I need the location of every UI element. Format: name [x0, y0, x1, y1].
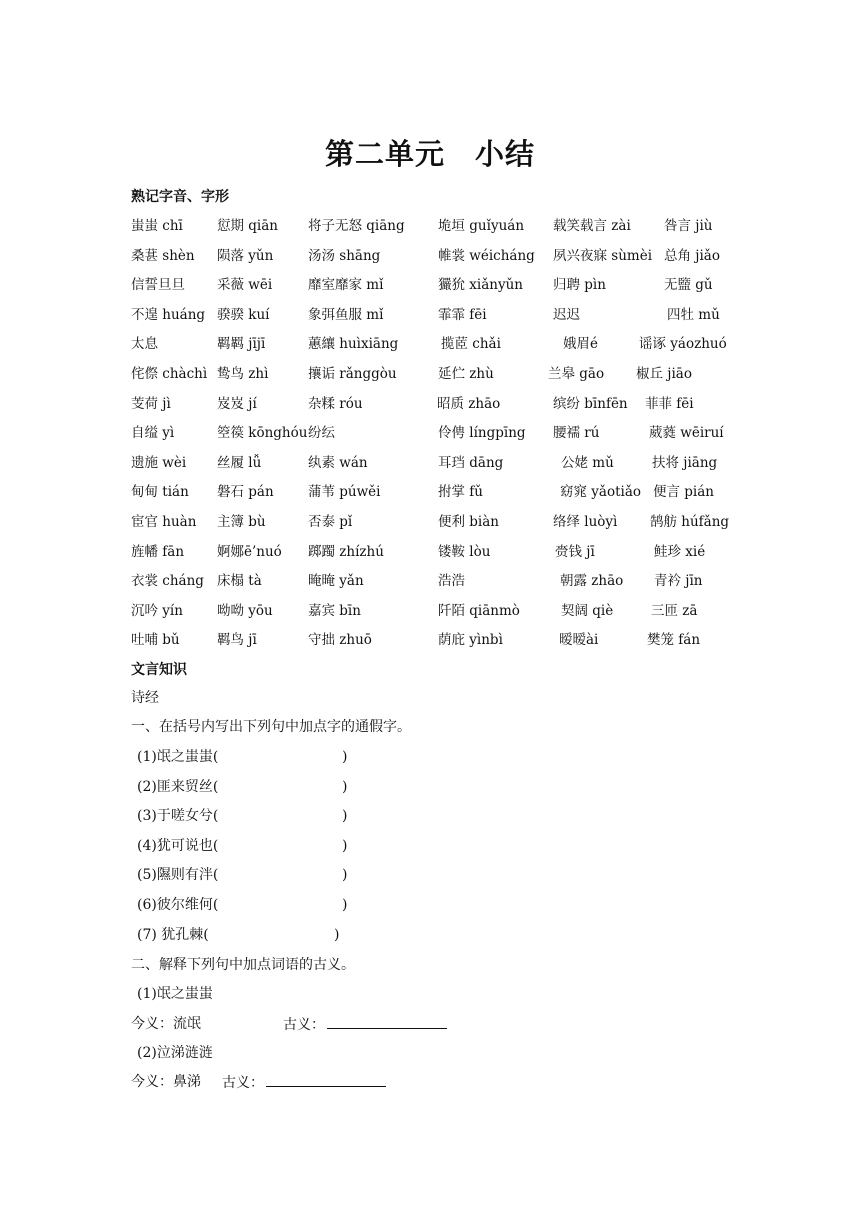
vocab-entry: 娥眉é	[563, 336, 598, 352]
vocab-entry: 赍钱 jī	[555, 544, 595, 560]
vocab-entry: 不遑 huáng	[131, 307, 206, 323]
vocab-entry: 暧暧ài	[559, 632, 599, 648]
vocab-entry: 阡陌 qiānmò	[438, 603, 520, 619]
vocab-entry: 葳蕤 wēiruí	[649, 425, 724, 441]
q1-item-1: (1)氓之蚩蚩(	[137, 749, 219, 765]
vocab-entry: 鸷鸟 zhì	[217, 366, 269, 382]
vocab-entry: 迟迟	[553, 307, 580, 323]
q2-item-1-sentence: (1)氓之蚩蚩	[137, 986, 213, 1002]
vocab-entry: 缤纷 bīnfēn	[553, 396, 628, 412]
vocab-entry: 晻晻 yǎn	[308, 573, 364, 589]
vocab-entry: 四牡 mǔ	[667, 307, 720, 323]
q2-item-1-ancient	[283, 1014, 447, 1035]
vocab-entry: 采薇 wēi	[217, 277, 273, 293]
page-title: 第二单元 小结	[324, 137, 535, 171]
vocab-entry: 昭质 zhāo	[437, 396, 501, 412]
q1-item-2: (2)匪来贸丝(	[137, 779, 219, 795]
vocab-entry: 无盬 gǔ	[664, 277, 713, 293]
vocab-entry: 侘傺 chàchì	[131, 366, 208, 382]
vocab-entry: 延伫 zhù	[438, 366, 494, 382]
q1-item-2-close-paren[interactable]: )	[342, 779, 348, 795]
vocab-entry: 芰荷 jì	[131, 396, 171, 412]
vocab-entry: 樊笼 fán	[647, 632, 701, 648]
vocab-entry: 归聘 pìn	[553, 277, 606, 293]
vocab-entry: 契阔 qiè	[561, 603, 614, 619]
vocab-entry: 三匝 zā	[651, 603, 698, 619]
q1-item-4: (4)犹可说也(	[137, 838, 219, 854]
vocab-entry: 镂鞍 lòu	[438, 544, 491, 560]
q1-item-6-close-paren[interactable]: )	[342, 897, 348, 913]
vocab-entry: 攘诟 rǎnggòu	[308, 366, 397, 382]
vocab-entry: 沉吟 yín	[131, 603, 183, 619]
vocab-entry: 甸甸 tián	[131, 484, 189, 500]
vocab-entry: 霏霏 fēi	[438, 307, 487, 323]
vocab-entry: 玁狁 xiǎnyǔn	[438, 277, 523, 293]
answer-blank[interactable]	[327, 1014, 447, 1029]
q1-item-4-close-paren[interactable]: )	[342, 838, 348, 854]
vocab-entry: 总角 jiǎo	[664, 248, 720, 264]
question-1-prompt: 一、在括号内写出下列句中加点字的通假字。	[131, 719, 411, 735]
section-heading-classical: 文言知识	[131, 662, 187, 678]
vocab-entry: 靡室靡家 mǐ	[308, 277, 384, 293]
q1-item-5: (5)隰则有泮(	[137, 867, 219, 883]
vocab-entry: 岌岌 jí	[217, 396, 257, 412]
vocab-entry: 杂糅 róu	[308, 396, 363, 412]
vocab-entry: 踯躅 zhízhú	[308, 544, 384, 560]
vocab-entry: 愆期 qiān	[217, 218, 278, 234]
vocab-entry: 旌幡 fān	[131, 544, 185, 560]
vocab-entry: 便利 biàn	[438, 514, 499, 530]
vocab-entry: 拊掌 fǔ	[438, 484, 483, 500]
vocab-entry: 扶将 jiāng	[652, 455, 718, 471]
vocab-entry: 鹄舫 húfǎng	[650, 514, 730, 530]
vocab-entry: 汤汤 shāng	[308, 248, 381, 264]
vocab-entry: 自缢 yì	[131, 425, 175, 441]
vocab-entry: 耳珰 dāng	[438, 455, 504, 471]
vocab-entry: 垝垣 guǐyuán	[438, 218, 525, 234]
q2-item-2-ancient-label: 古义：	[222, 1075, 264, 1091]
vocab-entry: 陨落 yǔn	[217, 248, 274, 264]
vocab-entry: 丝履 lǚ	[217, 455, 262, 471]
q1-item-1-close-paren[interactable]: )	[342, 749, 348, 765]
q1-item-6: (6)彼尔维何(	[137, 897, 219, 913]
vocab-entry: 便言 pián	[653, 484, 714, 500]
vocab-entry: 咎言 jiù	[664, 218, 713, 234]
vocab-entry: 兰皋 gāo	[548, 366, 605, 382]
vocab-entry: 嘉宾 bīn	[308, 603, 361, 619]
vocab-entry: 公姥 mǔ	[561, 455, 614, 471]
vocab-entry: 青衿 jīn	[654, 573, 703, 589]
vocab-entry: 磐石 pán	[217, 484, 274, 500]
vocab-entry: 鲑珍 xié	[654, 544, 706, 560]
vocab-entry: 蒲苇 púwěi	[308, 484, 381, 500]
vocab-entry: 纨素 wán	[308, 455, 368, 471]
q1-item-3-close-paren[interactable]: )	[342, 808, 348, 824]
vocab-entry: 窈窕 yǎotiǎo	[560, 484, 642, 500]
vocab-entry: 蚩蚩 chī	[131, 218, 183, 234]
vocab-entry: 荫庇 yìnbì	[438, 632, 503, 648]
vocab-entry: 婀娜ē’nuó	[217, 544, 282, 560]
q2-item-2-sentence: (2)泣涕涟涟	[137, 1045, 213, 1061]
vocab-entry: 菲菲 fēi	[645, 396, 694, 412]
q1-item-3: (3)于嗟女兮(	[137, 808, 219, 824]
vocab-entry: 羁羁 jījī	[217, 336, 266, 352]
vocab-entry: 蕙纕 huìxiāng	[308, 336, 399, 352]
vocab-entry: 椒丘 jiāo	[636, 366, 692, 382]
q2-item-2-ancient	[222, 1072, 386, 1093]
vocab-entry: 朝露 zhāo	[560, 573, 624, 589]
section-heading-pronunciation: 熟记字音、字形	[131, 189, 229, 205]
vocab-entry: 将子无怒 qiāng	[308, 218, 405, 234]
vocab-entry: 床榻 tà	[217, 573, 262, 589]
vocab-entry: 络绎 luòyì	[553, 514, 618, 530]
answer-blank[interactable]	[266, 1072, 386, 1087]
vocab-entry: 遗施 wèi	[131, 455, 187, 471]
vocab-entry: 吐哺 bǔ	[131, 632, 180, 648]
q2-item-1-ancient-label: 古义：	[283, 1017, 325, 1033]
vocab-entry: 主簿 bù	[217, 514, 266, 530]
vocab-entry: 浩浩	[438, 573, 465, 589]
vocab-entry: 守拙 zhuō	[308, 632, 372, 648]
vocab-entry: 谣诼 yáozhuó	[639, 336, 727, 352]
vocab-entry: 载笑载言 zài	[553, 218, 631, 234]
vocab-entry: 太息	[131, 336, 158, 352]
q1-item-5-close-paren[interactable]: )	[342, 867, 348, 883]
vocab-entry: 骙骙 kuí	[217, 307, 270, 323]
vocab-entry: 夙兴夜寐 sùmèi	[553, 248, 653, 264]
vocab-entry: 宦官 huàn	[131, 514, 197, 530]
vocab-entry: 桑葚 shèn	[131, 248, 195, 264]
vocab-entry: 箜篌 kōnghóu	[217, 425, 308, 441]
q1-item-7-close-paren[interactable]: )	[334, 927, 340, 943]
vocab-entry: 否泰 pǐ	[308, 514, 353, 530]
q2-item-2-modern: 今义：鼻涕	[131, 1074, 201, 1090]
question-2-prompt: 二、解释下列句中加点词语的古义。	[131, 957, 355, 973]
vocab-entry: 腰襦 rú	[553, 425, 600, 441]
vocab-entry: 信誓旦旦	[131, 277, 185, 293]
vocab-entry: 帷裳 wéicháng	[438, 248, 535, 264]
vocab-entry: 揽茝 chǎi	[441, 336, 501, 352]
vocab-entry: 象弭鱼服 mǐ	[308, 307, 384, 323]
q1-item-7: (7) 犹孔棘(	[137, 927, 209, 943]
vocab-entry: 衣裳 cháng	[131, 573, 204, 589]
vocab-entry: 伶俜 língpīng	[438, 425, 526, 441]
subheading-shijing: 诗经	[131, 690, 159, 706]
vocab-entry: 纷纭	[308, 425, 335, 441]
q2-item-1-modern: 今义：流氓	[131, 1016, 201, 1032]
vocab-entry: 呦呦 yōu	[217, 603, 273, 619]
vocab-entry: 羁鸟 jī	[217, 632, 257, 648]
